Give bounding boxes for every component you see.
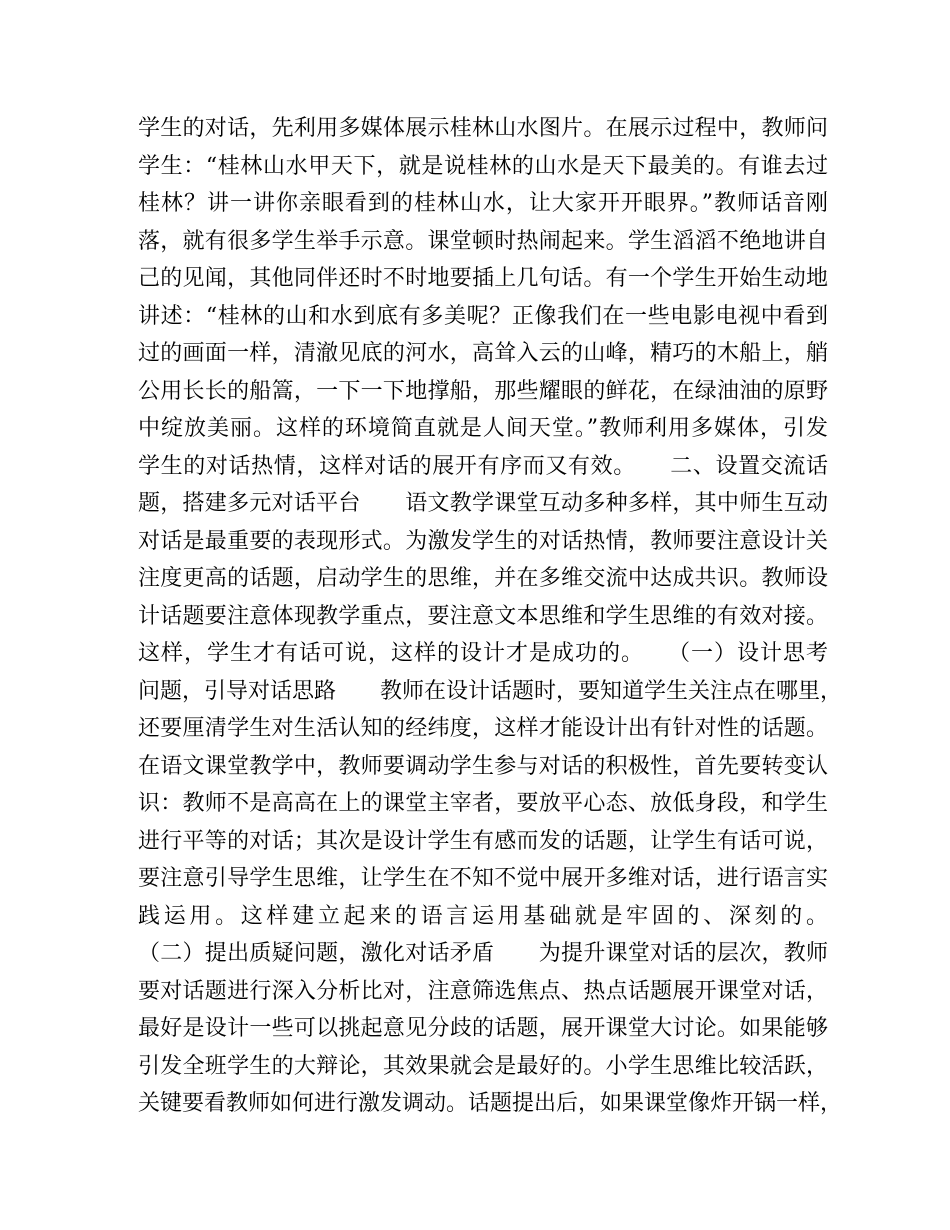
- text-line: 在语文课堂教学中，教师要调动学生参与对话的积极性，首先要转变认: [138, 753, 828, 779]
- text-line: 题，搭建多元对话平台 语文教学课堂互动多种多样，其中师生互动: [138, 491, 828, 516]
- text-line: 识：教师不是高高在上的课堂主宰者，要放平心态、放低身段，和学生: [138, 791, 828, 816]
- text-line: 要对话题进行深入分析比对，注意筛选焦点、热点话题展开课堂对话，: [138, 978, 828, 1004]
- text-line: 中绽放美丽。这样的环境简直就是人间天堂。”教师利用多媒体，引发: [138, 416, 828, 441]
- text-line: 计话题要注意体现教学重点，要注意文本思维和学生思维的有效对接。: [138, 603, 828, 629]
- text-line: 讲述：“桂林的山和水到底有多美呢？正像我们在一些电影电视中看到: [138, 303, 828, 329]
- text-line: 进行平等的对话；其次是设计学生有感而发的话题，让学生有话可说，: [138, 828, 828, 854]
- text-line: 对话是最重要的表现形式。为激发学生的对话热情，教师要注意设计关: [138, 528, 828, 554]
- text-line: 过的画面一样，清澈见底的河水，高耸入云的山峰，精巧的木船上，艄: [138, 341, 828, 366]
- text-line: 要注意引导学生思维，让学生在不知不觉中展开多维对话，进行语言实: [138, 866, 828, 891]
- text-line: 关键要看教师如何进行激发调动。话题提出后，如果课堂像炸开锅一样，: [138, 1091, 843, 1116]
- text-line: 问题，引导对话思路 教师在设计话题时，要知道学生关注点在哪里，: [138, 678, 843, 704]
- text-line: 学生的对话，先利用多媒体展示桂林山水图片。在展示过程中，教师问: [138, 116, 828, 141]
- text-line: 己的见闻，其他同伴还时不时地要插上几句话。有一个学生开始生动地: [138, 266, 828, 291]
- text-line: 最好是设计一些可以挑起意见分歧的话题，展开课堂大讨论。如果能够: [138, 1016, 828, 1041]
- text-line: 学生：“桂林山水甲天下，就是说桂林的山水是天下最美的。有谁去过: [138, 153, 828, 179]
- text-line: 注度更高的话题，启动学生的思维，并在多维交流中达成共识。教师设: [138, 566, 828, 591]
- text-line: 这样，学生才有话可说，这样的设计才是成功的。 （一）设计思考: [138, 641, 828, 666]
- text-line: 桂林？讲一讲你亲眼看到的桂林山水，让大家开开眼界。”教师话音刚: [138, 191, 828, 216]
- text-line: 践运用。这样建立起来的语言运用基础就是牢固的、深刻的。: [138, 903, 828, 929]
- text-line: 学生的对话热情，这样对话的展开有序而又有效。 二、设置交流话: [138, 453, 828, 479]
- document-page: [138, 110, 843, 1123]
- text-line: 公用长长的船篙，一下一下地撑船，那些耀眼的鲜花，在绿油油的原野: [138, 378, 828, 404]
- text-line: （二）提出质疑问题，激化对话矛盾 为提升课堂对话的层次，教师: [138, 941, 828, 966]
- text-line: 还要厘清学生对生活认知的经纬度，这样才能设计出有针对性的话题。: [138, 716, 828, 741]
- text-line: 引发全班学生的大辩论，其效果就会是最好的。小学生思维比较活跃，: [138, 1053, 828, 1079]
- text-line: 落，就有很多学生举手示意。课堂顿时热闹起来。学生滔滔不绝地讲自: [138, 228, 828, 254]
